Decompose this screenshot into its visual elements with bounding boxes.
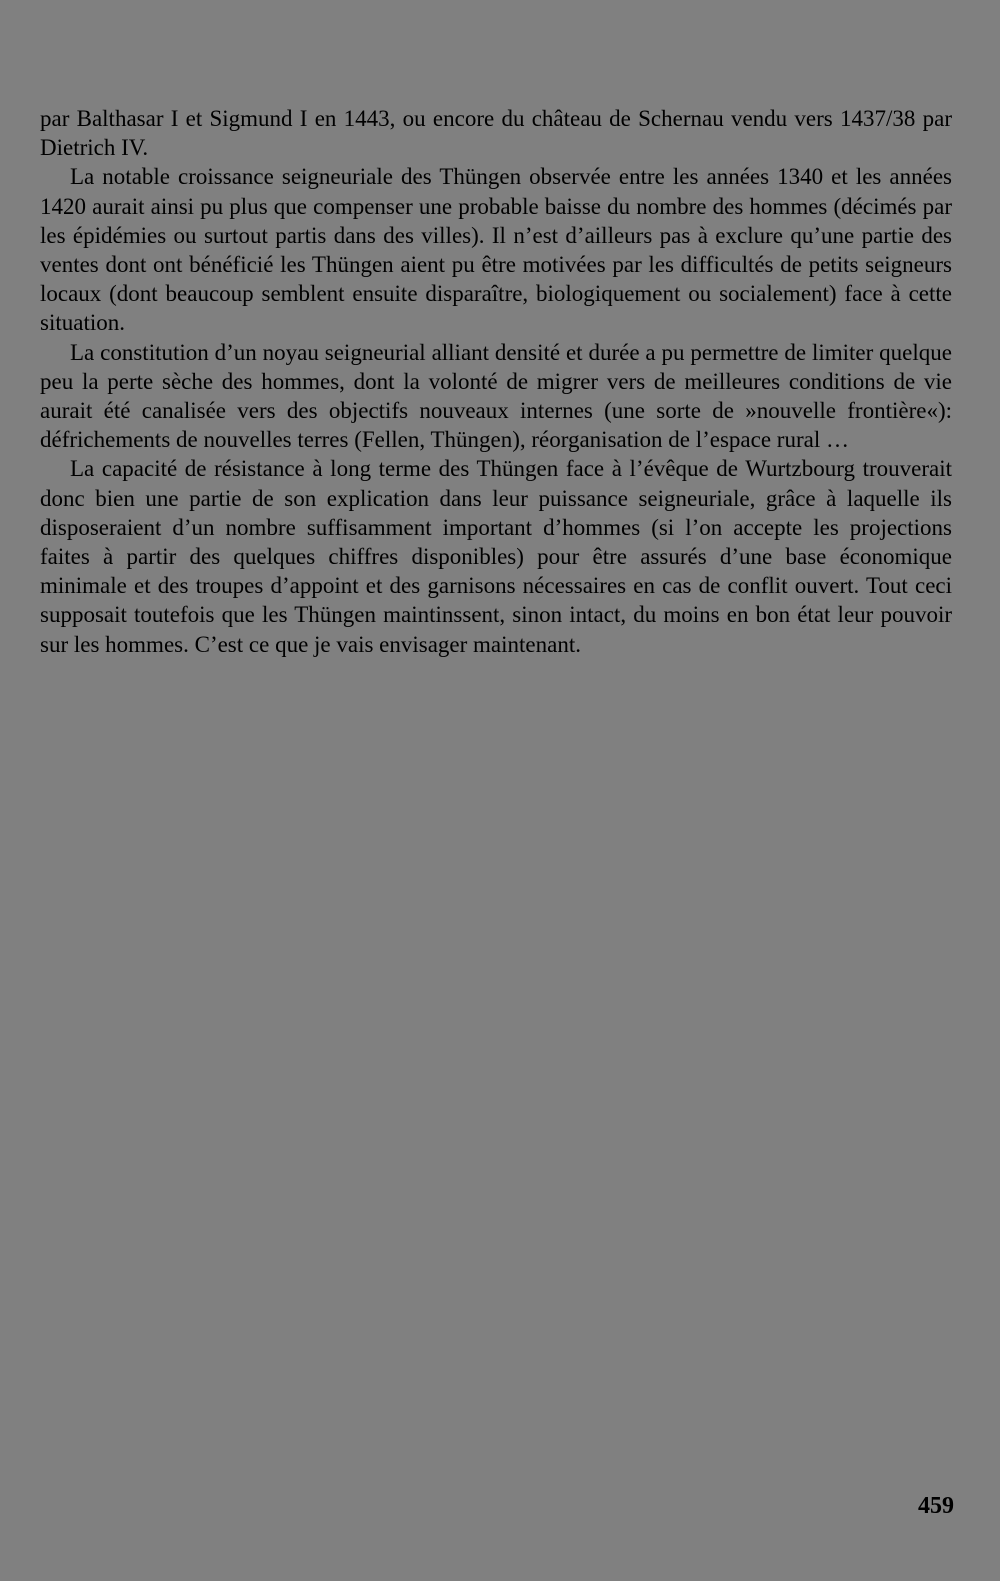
paragraph: La notable croissance seigneuriale des Thüngen observée entre les années 1340 et les années 1420 aurait ainsi pu plus que compenser une probable baisse du nombre des hommes (décimés par les épidémies ou surtout partis dans des villes). Il n’est d’ailleurs pas à exclure qu’une partie des ventes dont ont bénéficié les Thüngen aient pu être motivées par les difficultés de petits seigneurs locaux (dont beaucoup semblent ensuite disparaître, biologiquement ou socialement) face à cette situation.: [40, 164, 952, 336]
page-number: 459: [918, 1493, 954, 1519]
body-text: [40, 104, 952, 659]
paragraph: La constitution d’un noyau seigneurial alliant densité et durée a pu permettre de limiter quelque peu la perte sèche des hommes, dont la volonté de migrer vers de meilleures conditions de vie aurait été canalisée vers des objectifs nouveaux internes (une sorte de »nouvelle frontière«): défrichements de nouvelles terres (Fellen, Thüngen), réorganisation de l’espace rural …: [40, 339, 952, 453]
paragraph-continuation: par Balthasar I et Sigmund I en 1443, ou encore du château de Schernau vendu vers 1437/38 par Dietrich IV.: [40, 106, 952, 161]
paragraph: La capacité de résistance à long terme des Thüngen face à l’évêque de Wurtzbourg trouverait donc bien une partie de son explication dans leur puissance seigneuriale, grâce à laquelle ils disposeraient d’un nombre suffisamment important d’hommes (si l’on accepte les projections faites à partir des quelques chiffres disponibles) pour être assurés d’une base économique minimale et des troupes d’appoint et des garnisons nécessaires en cas de conflit ouvert. Tout ceci supposait toutefois que les Thüngen maintinssent, sinon intact, du moins en bon état leur pouvoir sur les hommes. C’est ce que je vais envisager maintenant.: [40, 456, 952, 657]
